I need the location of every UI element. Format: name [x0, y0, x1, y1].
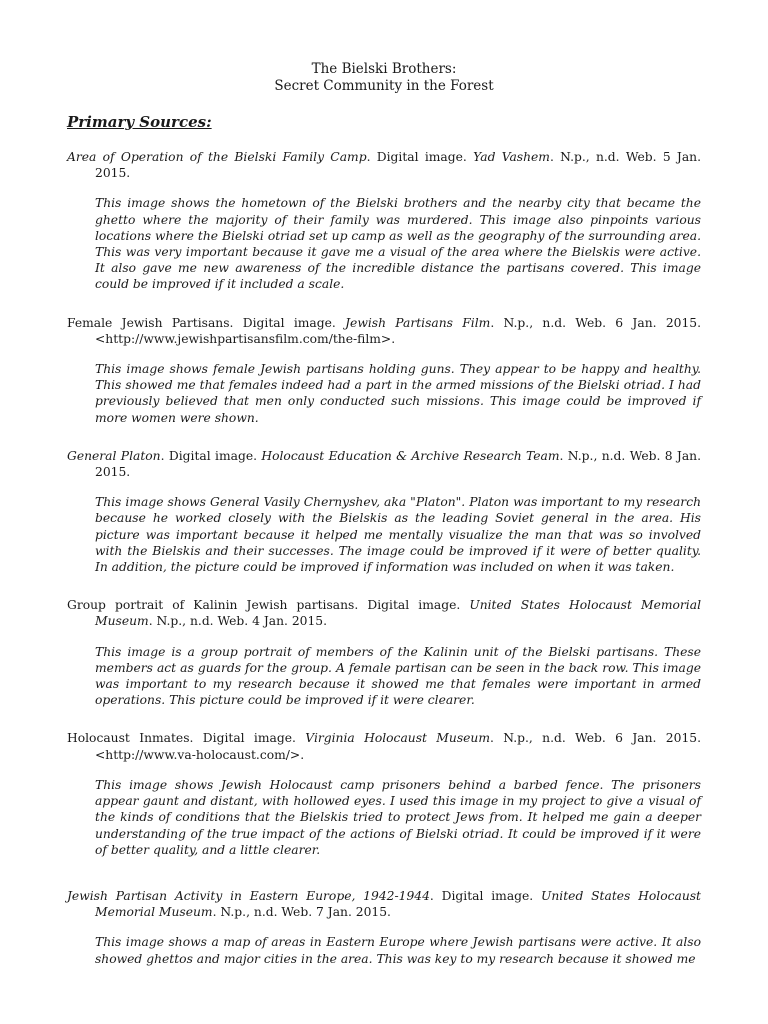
- source-type: . Digital image.: [354, 598, 470, 613]
- annotation: This image is a group portrait of members of the Kalinin unit of the Bielski partisans. These members act as guards for the group. A female partisan can be seen in the back row. This image was important to my research because it showed me that females were important in armed operations. This picture could be improved if it were clearer.: [95, 644, 701, 708]
- annotation: This image shows the hometown of the Bielski brothers and the nearby city that became the ghetto where the majority of their family was murdered. This image also pinpoints various locations where the Bielski otriad set up camp as well as the geography of the surrounding area. This was very important because it gave me a visual of the area where the Bielskis were active. It also gave me new awareness of the incredible distance the partisans covered. This image could be improved if it included a scale.: [95, 196, 701, 292]
- title-line-2: Secret Community in the Forest: [274, 78, 494, 94]
- source-type: . Digital image.: [189, 731, 306, 746]
- citation: [67, 597, 701, 629]
- source-publisher: United States Holocaust Memorial Museum: [95, 598, 702, 629]
- citation: [67, 448, 701, 480]
- source-title: Jewish Partisan Activity in Eastern Europe, 1942-1944: [67, 888, 430, 903]
- annotation: This image shows Jewish Holocaust camp prisoners behind a barbed fence. The prisoners appear gaunt and distant, with hollowed eyes. I used this image in my project to give a visual of the kinds of conditions that the Bielskis tried to protect Jews from. It helped me gain a deeper understanding of the true impact of the actions of Bielski otriad. It could be improved if it were of better quality, and a little clearer.: [95, 777, 701, 857]
- source-details: . N.p., n.d. Web. 8 Jan. 2015.: [95, 448, 702, 480]
- bibliography-entry: [67, 149, 701, 293]
- source-publisher: Holocaust Education & Archive Research Team: [261, 448, 560, 463]
- bibliography-entry: [67, 597, 701, 708]
- citation: [67, 888, 701, 920]
- citation: [67, 149, 701, 181]
- source-details: . N.p., n.d. Web. 6 Jan. 2015. <http://www.va-holocaust.com/>.: [95, 731, 702, 762]
- source-title: General Platon: [67, 448, 161, 463]
- document-title: [0, 61, 768, 95]
- source-publisher: Yad Vashem: [473, 150, 550, 164]
- bibliography-entry: [67, 888, 701, 967]
- source-publisher: United States Holocaust Memorial Museum: [95, 888, 701, 920]
- source-title: Area of Operation of the Bielski Family Camp: [67, 150, 367, 164]
- source-title: Group portrait of Kalinin Jewish partisans: [67, 598, 355, 613]
- source-details: . N.p., n.d. Web. 5 Jan. 2015.: [95, 150, 702, 181]
- source-title: Holocaust Inmates: [67, 731, 190, 746]
- source-type: . Digital image.: [160, 448, 262, 463]
- annotation: This image shows a map of areas in Eastern Europe where Jewish partisans were active. It also showed ghettos and major cities in the area. This was key to my research because it showed me: [95, 935, 701, 966]
- source-type: . Digital image.: [366, 150, 474, 164]
- bibliography-list: [67, 149, 701, 967]
- citation: [67, 730, 701, 762]
- source-publisher: Virginia Holocaust Museum: [305, 731, 490, 746]
- source-type: . Digital image.: [229, 315, 346, 330]
- source-details: . N.p., n.d. Web. 7 Jan. 2015.: [212, 905, 391, 920]
- annotation: This image shows General Vasily Chernyshev, aka "Platon". Platon was important to my research because he worked closely with the Bielskis as the leading Soviet general in the area. His picture was important because it helped me mentally visualize the man that was so involved with the Bielskis and their successes. The image could be improved if it were of better quality. In addition, the picture could be improved if information was included on when it was taken.: [95, 495, 701, 575]
- bibliography-entry: [67, 730, 701, 857]
- title-line-1: The Bielski Brothers:: [311, 61, 457, 77]
- source-type: . Digital image.: [429, 888, 542, 903]
- source-details: . N.p., n.d. Web. 6 Jan. 2015. <http://www.jewishpartisansfilm.com/the-film>.: [95, 315, 702, 346]
- bibliography-entry: [67, 315, 701, 426]
- section-heading: Primary Sources:: [67, 113, 212, 131]
- annotation: This image shows female Jewish partisans holding guns. They appear to be happy and healthy. This showed me that females indeed had a part in the armed missions of the Bielski otriad. I had previously believed that men only conducted such missions. This image could be improved if more women were shown.: [95, 362, 701, 425]
- bibliography-entry: [67, 448, 701, 575]
- source-publisher: Jewish Partisans Film: [345, 315, 491, 330]
- citation: [67, 315, 701, 347]
- source-title: Female Jewish Partisans: [67, 315, 230, 330]
- source-details: . N.p., n.d. Web. 4 Jan. 2015.: [148, 614, 328, 629]
